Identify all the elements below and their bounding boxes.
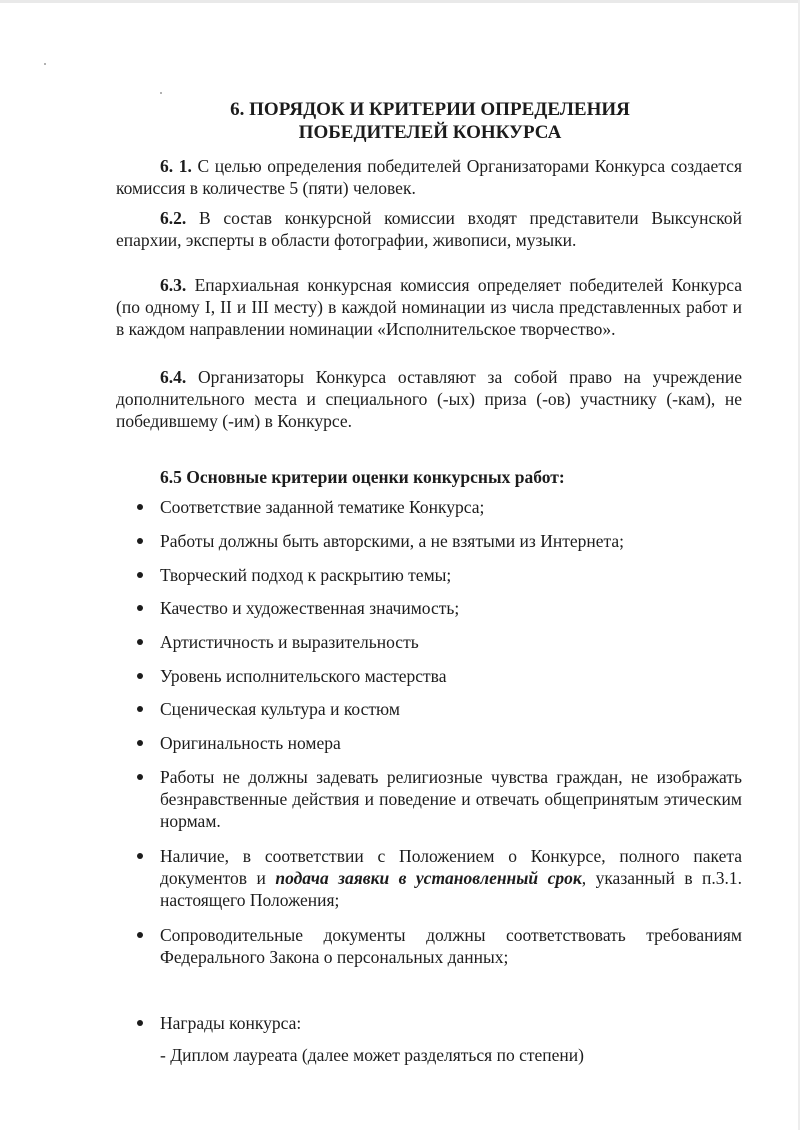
paragraph-number: 6.4. xyxy=(160,367,187,387)
bullet-icon xyxy=(137,853,143,859)
paragraph-number: 6. 1. xyxy=(160,156,192,176)
paragraph-6-2 xyxy=(116,207,742,251)
package-text-after: , указанный в п.3.1. настоящего Положения; xyxy=(160,868,743,910)
bullet-icon xyxy=(137,504,143,510)
bullet-icon xyxy=(137,538,143,544)
bullet-icon xyxy=(137,673,143,679)
bullet-icon xyxy=(137,639,143,645)
criteria-item xyxy=(160,665,742,687)
bullet-icon xyxy=(137,932,143,938)
bullet-icon xyxy=(137,774,143,780)
paragraph-6-4 xyxy=(116,366,742,432)
criteria-item-text: Сопроводительные документы должны соответствовать требованиям Федерального Закона о персональных данных; xyxy=(160,925,742,967)
paragraph-6-3 xyxy=(116,274,742,340)
paragraph-number: 6.2. xyxy=(160,208,187,228)
criteria-item-text: Качество и художественная значимость; xyxy=(160,598,460,618)
paragraph-text: Епархиальная конкурсная комиссия определяет победителей Конкурса (по одному I, II и III месту) в каждой номинации из числа представленных работ и в каждом направлении номинации «Исполнительское творчество». xyxy=(116,275,743,339)
awards-diploma: - Диплом лауреата (далее может разделяться по степени) xyxy=(160,1045,584,1065)
section-title-line-1: 6. ПОРЯДОК И КРИТЕРИИ ОПРЕДЕЛЕНИЯ xyxy=(230,99,630,120)
criteria-item xyxy=(160,530,742,552)
bullet-icon xyxy=(137,605,143,611)
package-text-before: Наличие, в соответствии с Положением о Конкурсе, полного пакета документов и xyxy=(160,846,742,888)
criteria-item-text: Сценическая культура и костюм xyxy=(160,699,400,719)
scan-speck xyxy=(160,92,162,94)
criteria-item xyxy=(160,597,742,619)
criteria-item xyxy=(160,698,742,720)
awards-item xyxy=(160,1012,742,1034)
criteria-item-text: Творческий подход к раскрытию темы; xyxy=(160,565,452,585)
awards-label: Награды конкурса: xyxy=(160,1013,302,1033)
criteria-item xyxy=(160,732,742,754)
criteria-item-text: Уровень исполнительского мастерства xyxy=(160,666,447,686)
criteria-item xyxy=(160,496,742,518)
paragraph-text: С целью определения победителей Организаторами Конкурса создается комиссия в количестве 5 (пяти) человек. xyxy=(116,156,742,198)
scan-edge-top xyxy=(0,0,800,3)
criteria-item-package xyxy=(160,845,742,911)
bullet-icon xyxy=(137,572,143,578)
criteria-item-text: Оригинальность номера xyxy=(160,733,341,753)
paragraph-number: 6.3. xyxy=(160,275,187,295)
package-text-emphasis: подача заявки в установленный срок xyxy=(275,868,582,888)
criteria-item-documents xyxy=(160,924,742,968)
section-title xyxy=(110,98,750,144)
criteria-item-text: Соответствие заданной тематике Конкурса; xyxy=(160,497,485,517)
paragraph-text: Организаторы Конкурса оставляют за собой право на учреждение дополнительного места и специального (-ых) приза (-ов) участнику (-кам), не победившему (-им) в Конкурсе. xyxy=(116,367,743,431)
section-title-line-2: ПОБЕДИТЕЛЕЙ КОНКУРСА xyxy=(298,122,562,143)
criteria-item-text: Артистичность и выразительность xyxy=(160,632,419,652)
paragraph-text: В состав конкурсной комиссии входят представители Выксунской епархии, эксперты в области фотографии, живописи, музыки. xyxy=(116,208,743,250)
criteria-item-text: Работы должны быть авторскими, а не взятыми из Интернета; xyxy=(160,531,624,551)
paragraph-6-1 xyxy=(116,155,742,199)
scan-speck xyxy=(44,63,46,65)
criteria-item xyxy=(160,564,742,586)
criteria-item xyxy=(160,631,742,653)
criteria-item-text: Работы не должны задевать религиозные чувства граждан, не изображать безнравственные действия и поведение и отвечать общепринятым этическим нормам. xyxy=(160,767,742,831)
bullet-icon xyxy=(137,1020,143,1026)
criteria-heading: 6.5 Основные критерии оценки конкурсных работ: xyxy=(160,467,565,487)
criteria-item xyxy=(160,766,742,832)
bullet-icon xyxy=(137,706,143,712)
bullet-icon xyxy=(137,740,143,746)
